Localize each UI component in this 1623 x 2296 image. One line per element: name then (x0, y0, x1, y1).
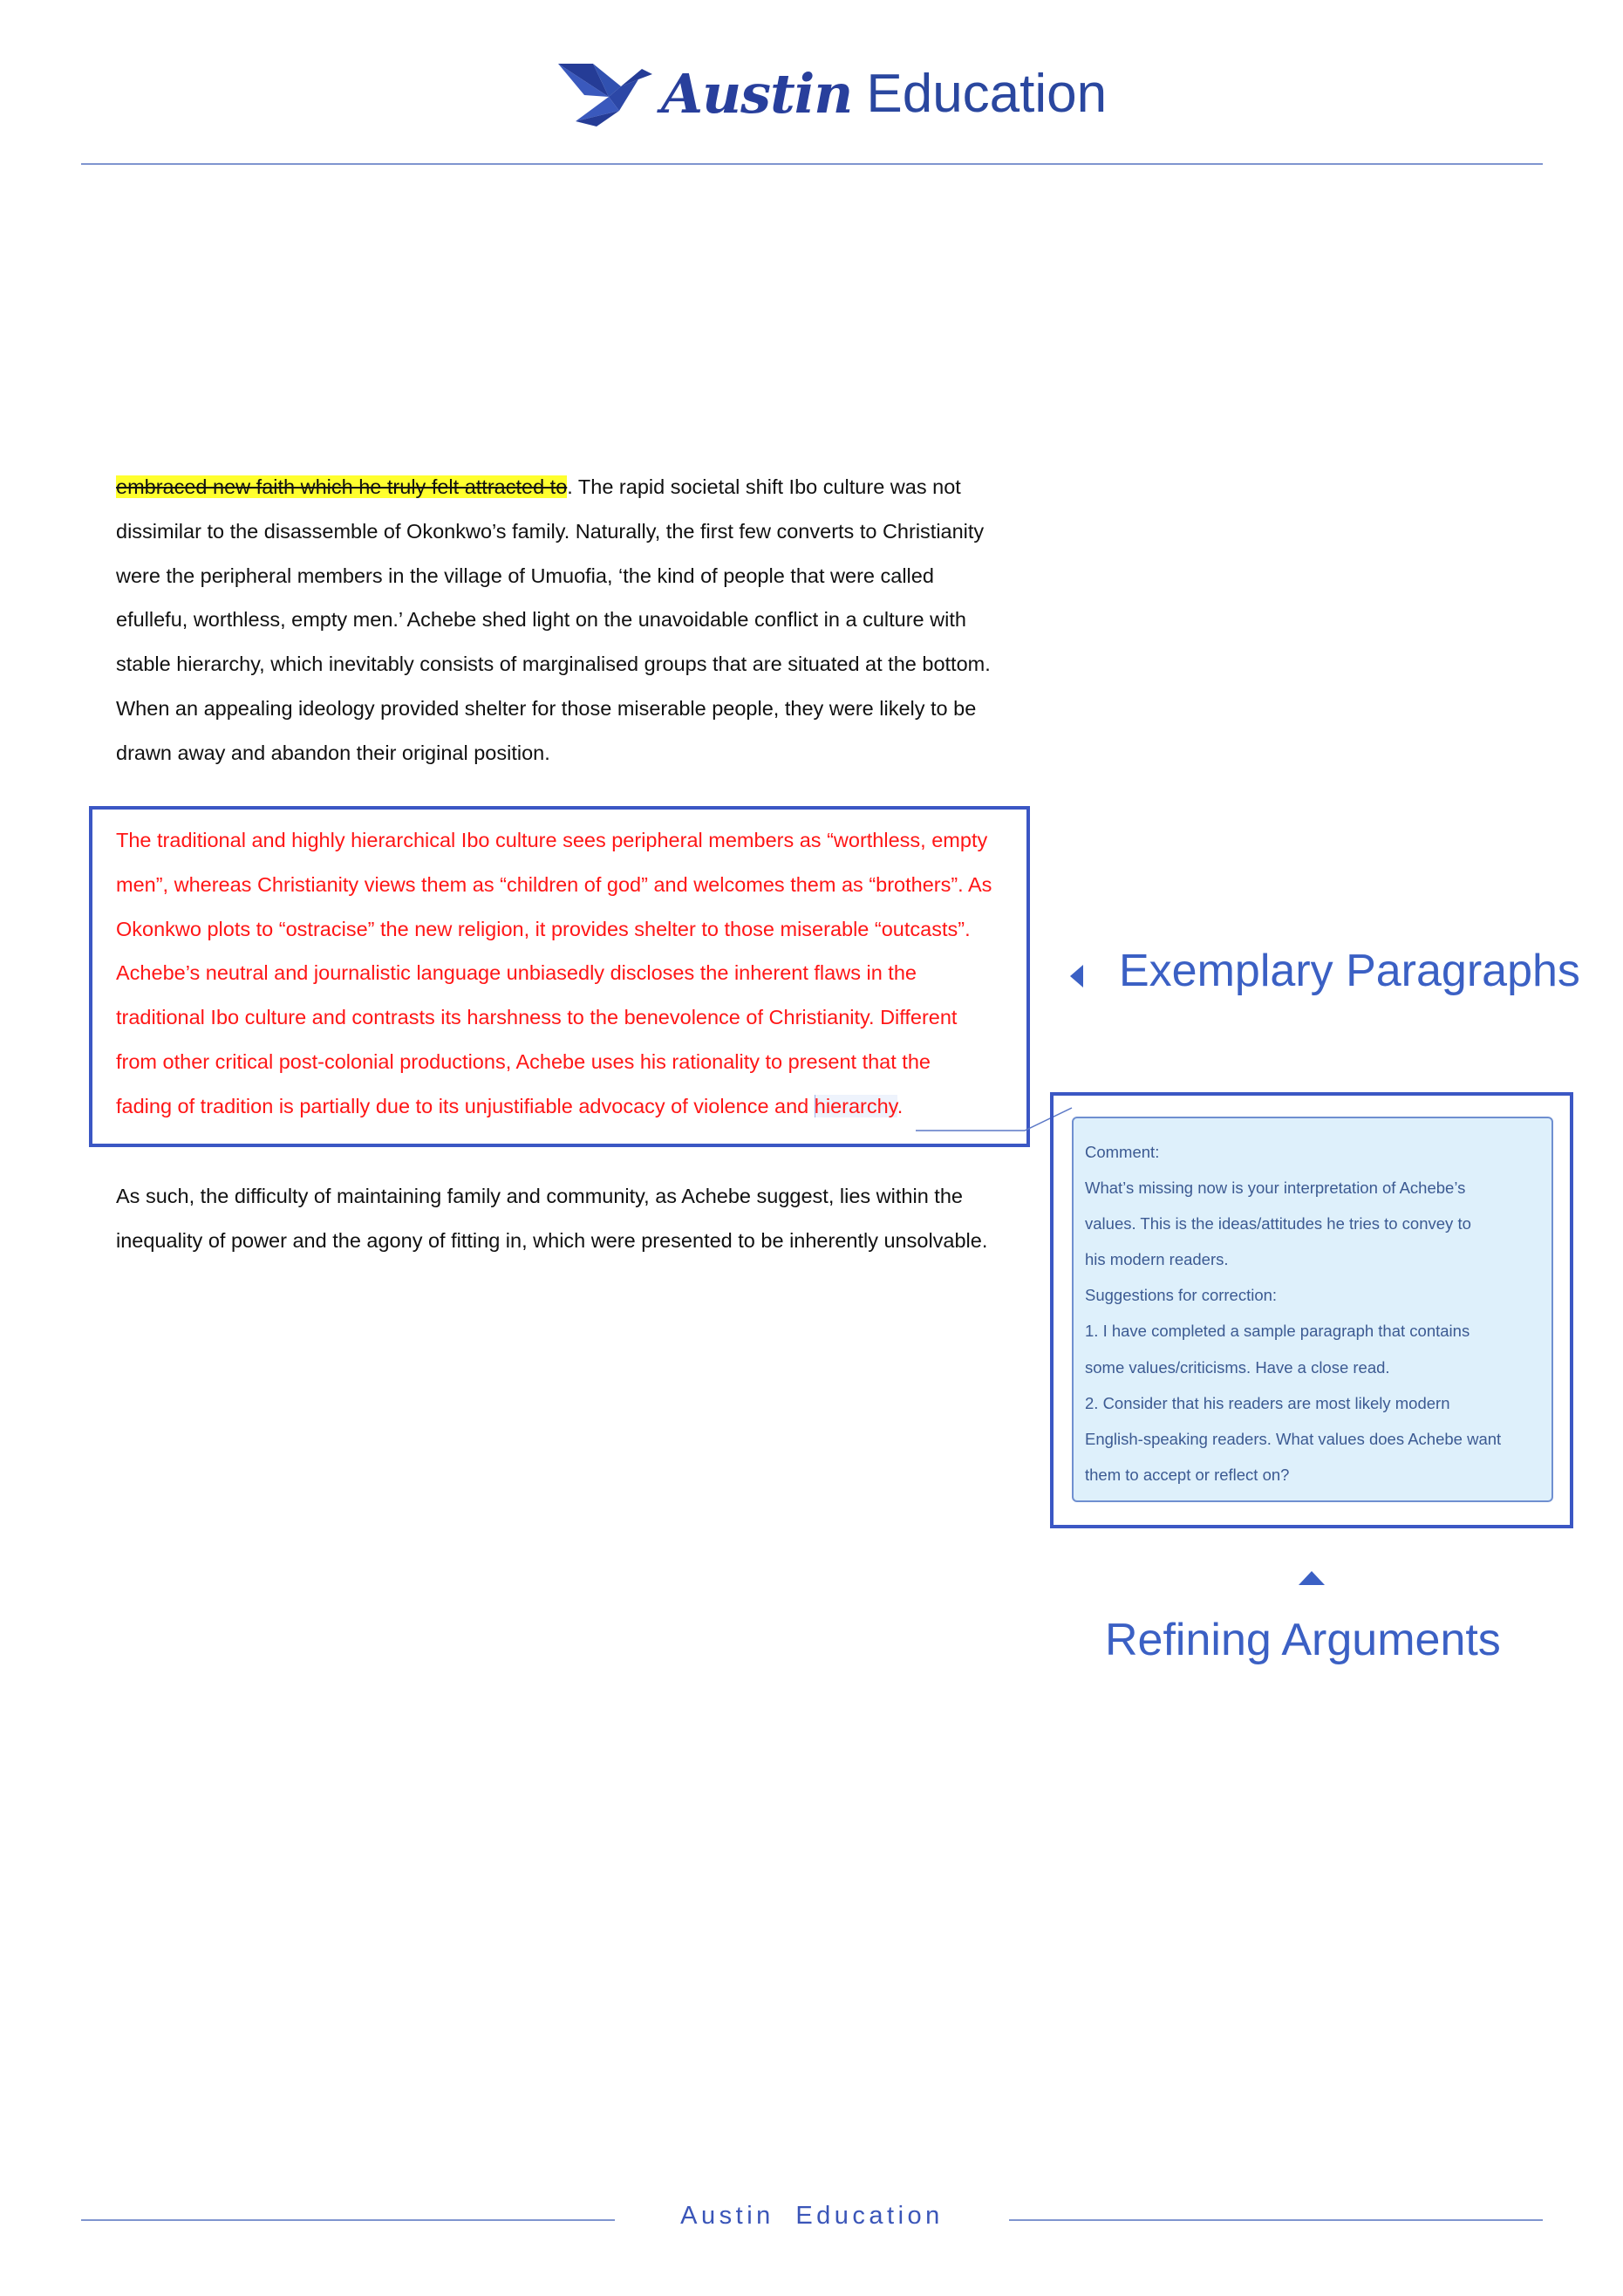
text-line: efullefu, worthless, empty men.’ Achebe shed light on the unavoidable conflict in a culture with (116, 608, 966, 632)
body-paragraph-1 (116, 465, 1040, 776)
text-line: dissimilar to the disassemble of Okonkwo’s family. Naturally, the first few converts to Christianity (116, 519, 985, 543)
caret-up-icon (1299, 1571, 1325, 1585)
comment-line: values. This is the ideas/attitudes he tries to convey to (1085, 1214, 1471, 1233)
text-segment: fading of tradition is partially due to its unjustifiable advocacy of violence and (116, 1094, 815, 1117)
text-line (116, 1084, 1040, 1129)
text-line (116, 465, 1040, 509)
text-segment: . (897, 1094, 904, 1117)
caret-left-icon (1070, 965, 1083, 987)
comment-card[interactable] (1072, 1117, 1553, 1502)
text-line: The traditional and highly hierarchical Ibo culture sees peripheral members as “worthless, empty (116, 829, 988, 851)
brand-logo (558, 54, 1108, 133)
origami-bird-icon (558, 60, 652, 126)
text-segment: . The rapid societal shift Ibo culture was not (567, 475, 961, 498)
header-divider (81, 163, 1543, 165)
text-line: Achebe’s neutral and journalistic language unbiasedly discloses the inherent flaws in the (116, 961, 917, 985)
comment-line: 2. Consider that his readers are most likely modern (1085, 1393, 1450, 1412)
exemplary-paragraphs-label: Exemplary Paragraphs (1119, 946, 1580, 996)
comment-line: English-speaking readers. What values does Achebe want (1085, 1429, 1502, 1448)
text-line: traditional Ibo culture and contrasts its harshness to the benevolence of Christianity. Different (116, 1006, 958, 1029)
footer-brand: Austin Education (680, 2202, 944, 2230)
comment-line: some values/criticisms. Have a close read. (1085, 1357, 1390, 1377)
text-line: men”, whereas Christianity views them as “children of god” and welcomes them as “brothers”. As (116, 872, 992, 896)
refining-arguments-label: Refining Arguments (1105, 1615, 1501, 1665)
text-line: drawn away and abandon their original position. (116, 741, 550, 764)
text-line: stable hierarchy, which inevitably consists of marginalised groups that are situated at the bottom. (116, 653, 991, 676)
text-line: inequality of power and the agony of fitting in, which were presented to be inherently unsolvable. (116, 1228, 988, 1252)
comment-line: Suggestions for correction: (1085, 1286, 1278, 1305)
comment-line: them to accept or reflect on? (1085, 1465, 1290, 1484)
exemplary-paragraph (116, 818, 1040, 1129)
text-line: As such, the difficulty of maintaining family and community, as Achebe suggest, lies within the (116, 1185, 963, 1207)
text-line: Okonkwo plots to “ostracise” the new religion, it provides shelter to those miserable “outcasts”. (116, 917, 971, 940)
comment-line: What’s missing now is your interpretation of Achebe’s (1085, 1179, 1466, 1198)
comment-heading: Comment: (1085, 1143, 1160, 1161)
comment-anchor-text[interactable]: hierarchy (814, 1094, 897, 1117)
brand-name-script: Austin (661, 61, 853, 126)
comment-line: his modern readers. (1085, 1250, 1229, 1269)
text-line: from other critical post-colonial productions, Achebe uses his rationality to present that the (116, 1049, 931, 1073)
text-line: were the peripheral members in the village of Umuofia, ‘the kind of people that were called (116, 564, 934, 587)
strikethrough-highlight: embraced new faith which he truly felt attracted to (116, 475, 568, 498)
comment-line: 1. I have completed a sample paragraph that contains (1085, 1322, 1470, 1341)
text-line: When an appealing ideology provided shelter for those miserable people, they were likely to be (116, 696, 977, 720)
body-paragraph-3 (116, 1174, 1040, 1263)
footer-divider-right (1009, 2219, 1543, 2221)
brand-name-word: Education (866, 63, 1108, 124)
footer-divider-left (81, 2219, 615, 2221)
